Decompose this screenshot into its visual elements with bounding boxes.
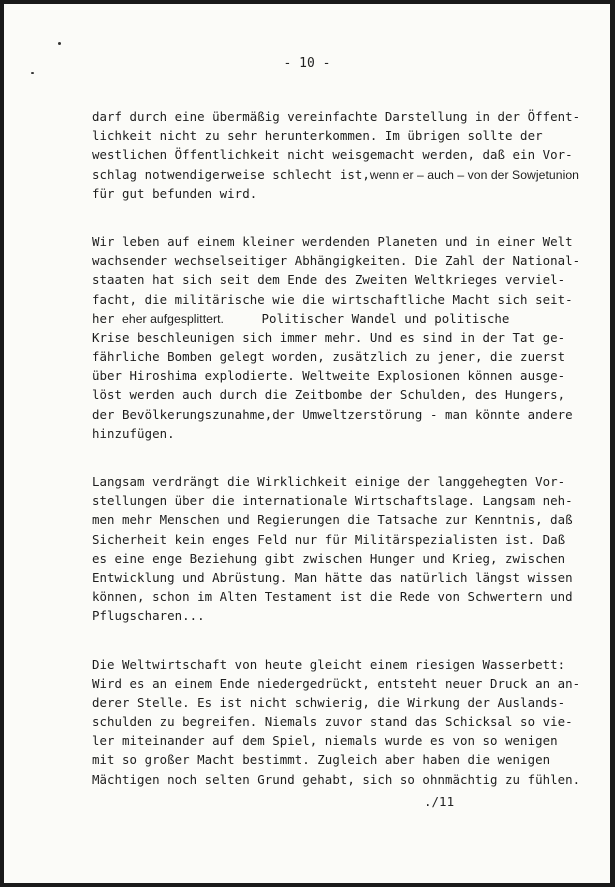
text-line: schulden zu begreifen. Niemals zuvor stand das Schicksal so vie- (92, 714, 573, 730)
text-line: für gut befunden wird. (92, 185, 258, 201)
text-line: mit so großer Macht bestimmt. Zugleich aber haben die wenigen (92, 752, 551, 768)
text-line: Wir leben auf einem kleiner werdenden Planeten und in einer Welt (92, 233, 573, 249)
text-line: hinzufügen. (92, 425, 175, 441)
text-line: Mächtigen noch selten Grund gehabt, sich so ohnmächtig zu fühlen. (92, 771, 581, 787)
text-line: fährliche Bomben gelegt worden, zusätzlich zu jener, die zuerst (92, 349, 566, 365)
page-number: - 10 - (283, 56, 331, 71)
text-line: facht, die militärische wie die wirtschaftliche Macht sich seit- (92, 291, 573, 307)
text-line: Krise beschleunigen sich immer mehr. Und es sind in der Tat ge- (92, 329, 566, 345)
handwritten-insertion: eher aufgesplittert. (122, 311, 224, 326)
text-line: ler miteinander auf dem Spiel, niemals wurde es von so wenigen (92, 733, 558, 749)
text-line: darf durch eine übermäßig vereinfachte Darstellung in der Öffent- (92, 109, 581, 124)
paragraph (92, 107, 592, 203)
text-line: über Hiroshima explodierte. Weltweite Explosionen können ausge- (92, 368, 566, 384)
text-line: her eher aufgesplittert. Politischer Wandel und politische (92, 310, 510, 326)
scan-speck (31, 72, 34, 74)
text-line: westlichen Öffentlichkeit nicht weisgemacht werden, daß ein Vor- (92, 147, 573, 163)
text-line: staaten hat sich seit dem Ende des Zweiten Weltkrieges verviel- (92, 272, 566, 288)
text-line: Die Weltwirtschaft von heute gleicht einem riesigen Wasserbett: (92, 656, 566, 672)
text-line: Wird es an einem Ende niedergedrückt, entsteht neuer Druck an an- (92, 675, 581, 691)
body-text (92, 107, 592, 818)
text-line: schlag notwendigerweise schlecht ist,wenn er – auch – von der Sowjetunion (92, 166, 579, 182)
text-line: löst werden auch durch die Zeitbombe der Schulden, des Hungers, (92, 387, 566, 403)
handwritten-insertion: wenn er – auch – von der Sowjetunion (369, 167, 579, 182)
text-line: wachsender wechselseitiger Abhängigkeiten. Die Zahl der National- (92, 253, 581, 269)
paragraph (92, 655, 592, 789)
paragraph (92, 232, 592, 443)
text-line: men mehr Menschen und Regierungen die Tatsache zur Kenntnis, daß (92, 512, 573, 528)
text-line: der Bevölkerungszunahme,der Umweltzerstörung - man könnte andere (92, 406, 573, 422)
text-line: Langsam verdrängt die Wirklichkeit einige der langgehegten Vor- (92, 474, 566, 489)
text-line: stellungen über die internationale Wirtschaftslage. Langsam neh- (92, 493, 573, 509)
document-page (4, 4, 610, 883)
scan-speck (58, 42, 61, 45)
text-line: lichkeit nicht zu sehr herunterkommen. Im übrigen sollte der (92, 128, 543, 144)
paragraph (92, 472, 592, 626)
continuation-page-reference: ./11 (424, 794, 455, 809)
text-line: es eine enge Beziehung gibt zwischen Hunger und Krieg, zwischen (92, 550, 566, 566)
text-line: derer Stelle. Es ist nicht schwierig, die Wirkung der Auslands- (92, 694, 566, 710)
text-line: Entwicklung und Abrüstung. Man hätte das natürlich längst wissen (92, 569, 573, 585)
text-line: können, schon im Alten Testament ist die Rede von Schwertern und (92, 589, 573, 605)
text-line: Pflugscharen... (92, 608, 205, 624)
text-line: Sicherheit kein enges Feld nur für Militärspezialisten ist. Daß (92, 531, 566, 547)
